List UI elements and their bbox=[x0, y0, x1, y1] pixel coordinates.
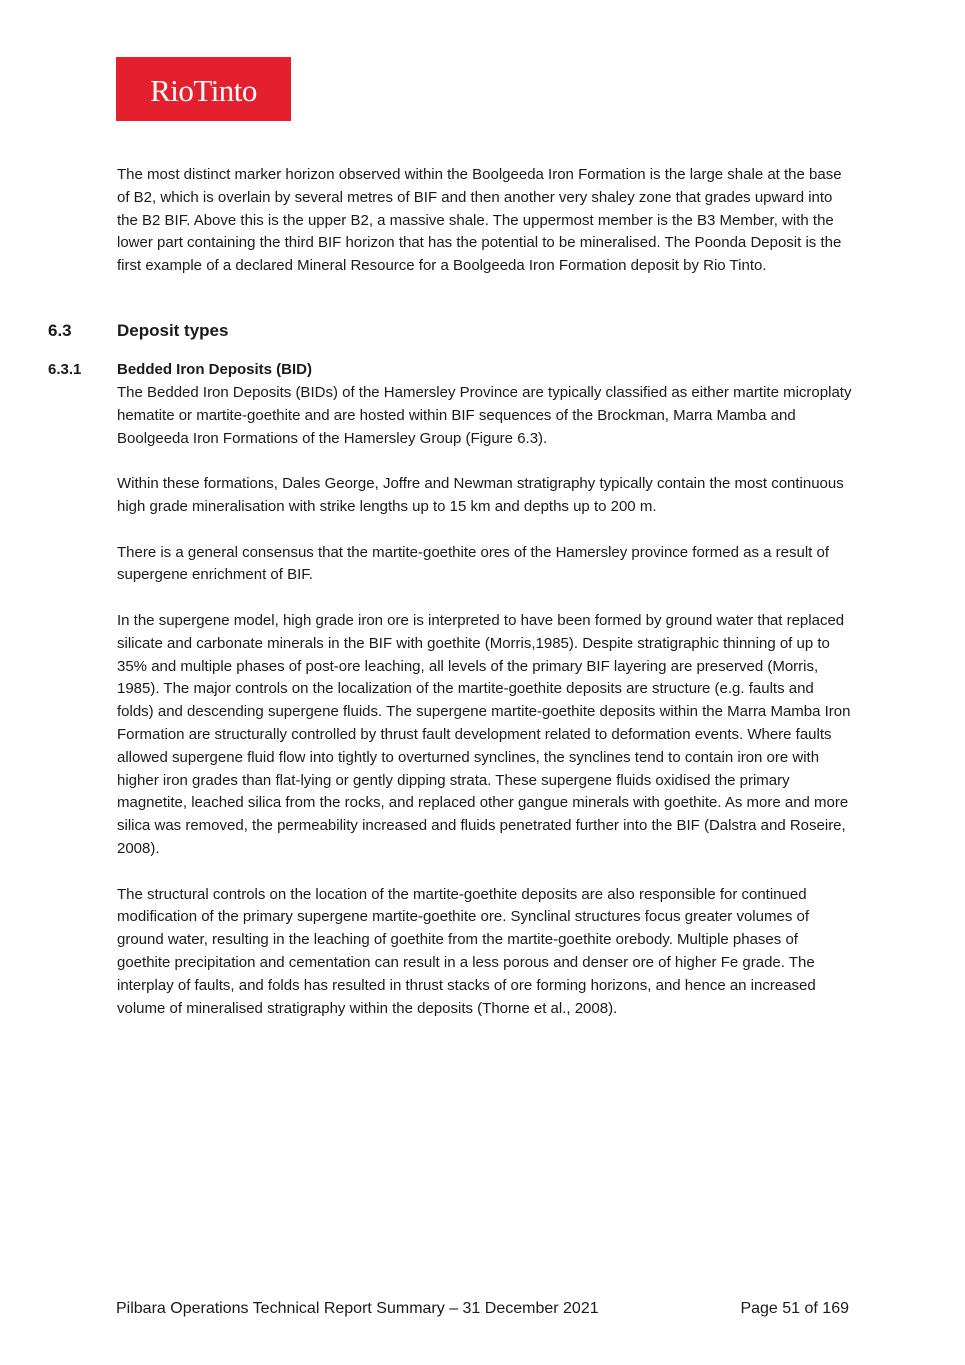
body-paragraph: Within these formations, Dales George, Joffre and Newman stratigraphy typically contain the most continuous high grade mineralisation with strike lengths up to 15 km and depths up to 200 m. bbox=[117, 475, 844, 515]
footer-page-number: Page 51 of 169 bbox=[740, 1300, 849, 1317]
intro-paragraph: The most distinct marker horizon observed within the Boolgeeda Iron Formation is the large shale at the base of B2, which is overlain by several metres of BIF and then another very shaley zone that grades upward into the B2 BIF. Above this is the upper B2, a massive shale. The uppermost member is the B3 Member, with the lower part containing the third BIF horizon that has the potential to be mineralised. The Poonda Deposit is the first example of a declared Mineral Resource for a Boolgeeda Iron Formation deposit by Rio Tinto. bbox=[117, 166, 842, 275]
subsection-title: Bedded Iron Deposits (BID) bbox=[117, 361, 313, 378]
subsection-number: 6.3.1 bbox=[48, 361, 82, 378]
body-text bbox=[117, 382, 852, 1020]
body-paragraph: The Bedded Iron Deposits (BIDs) of the Hamersley Province are typically classified as either martite microplaty hematite or martite-goethite and are hosted within BIF sequences of the Brockman, Marra Mamba and Boolgeeda Iron Formations of the Hamersley Group (Figure 6.3). bbox=[117, 384, 852, 447]
body-paragraph: The structural controls on the location of the martite-goethite deposits are also responsible for continued modification of the primary supergene martite-goethite ore. Synclinal structures focus greater volumes of ground water, resulting in the leaching of goethite from the martite-goethite orebody. Multiple phases of goethite precipitation and cementation can result in a less porous and denser ore of higher Fe grade. The interplay of faults, and folds has resulted in thrust stacks of ore forming horizons, and hence an increased volume of mineralised stratigraphy within the deposits (Thorne et al., 2008). bbox=[117, 885, 816, 1017]
rio-tinto-logo bbox=[116, 57, 291, 121]
intro-section bbox=[117, 164, 852, 278]
body-paragraph: There is a general consensus that the martite-goethite ores of the Hamersley province formed as a result of supergene enrichment of BIF. bbox=[117, 543, 830, 584]
footer-report-title: Pilbara Operations Technical Report Summary – 31 December 2021 bbox=[116, 1300, 599, 1317]
section-number: 6.3 bbox=[48, 321, 72, 340]
body-paragraph: In the supergene model, high grade iron ore is interpreted to have been formed by ground water that replaced silicate and carbonate minerals in the BIF with goethite (Morris,1985). Despite stratigraphic thinning of up to 35% and multiple phases of post-ore leaching, all levels of the primary BIF layering are preserved (Morris, 1985). The major controls on the localization of the martite-goethite deposits are structure (e.g. faults and folds) and descending supergene fluids. The supergene martite-goethite deposits within the Marra Mamba Iron Formation are structurally controlled by thrust fault development related to deformation events. Where faults allowed supergene fluid flow into tightly to overturned synclines, the synclines tend to contain iron ore with higher iron grades than flat-lying or gently dipping strata. These supergene fluids oxidised the primary magnetite, leached silica from the rocks, and replaced other gangue minerals with goethite. As more and more silica was removed, the permeability increased and fluids penetrated further into the BIF (Dalstra and Roseire, 2008). bbox=[117, 611, 851, 857]
page-footer bbox=[116, 1298, 849, 1320]
section-title: Deposit types bbox=[117, 321, 229, 340]
logo-text: RioTinto bbox=[150, 72, 257, 108]
